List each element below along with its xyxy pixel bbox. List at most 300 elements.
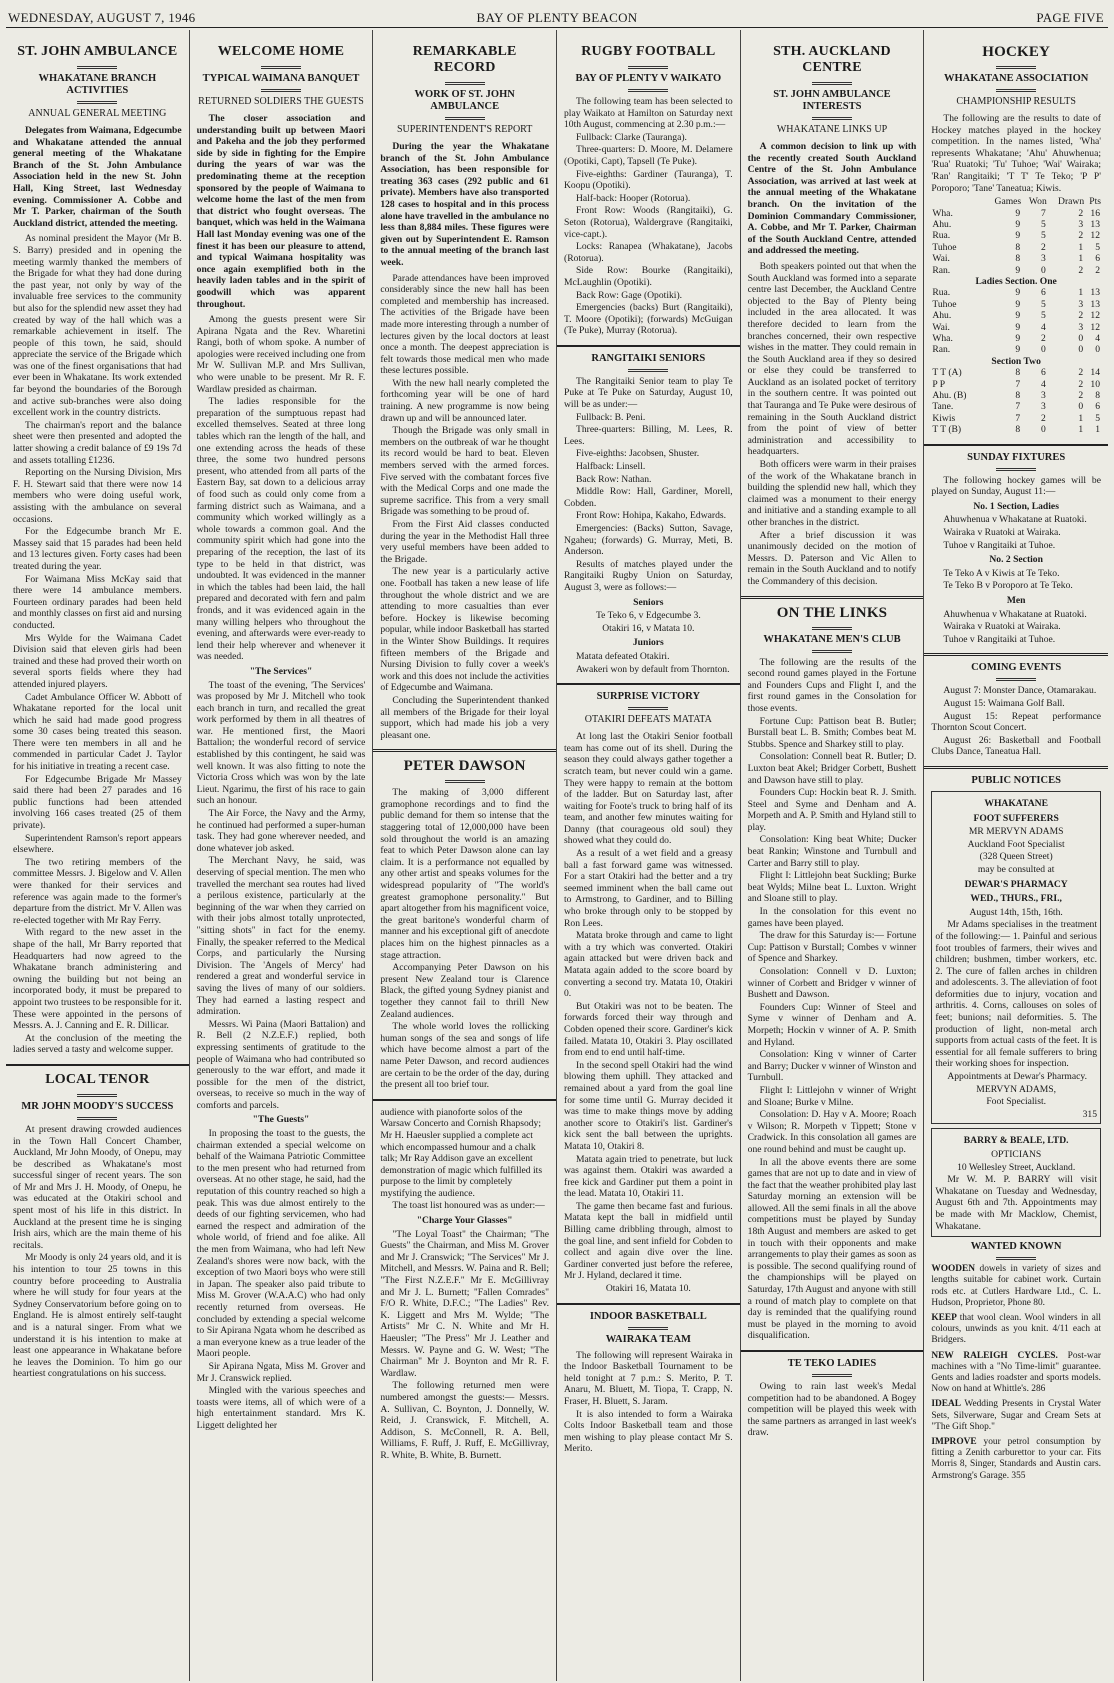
ad-line: MR MERVYN ADAMS [968,826,1064,838]
article-headline: RUGBY FOOTBALL [581,44,716,59]
ad-line: (328 Queen Street) [979,851,1053,863]
table-cell: Ran. [932,344,951,356]
classified-keyword: IDEAL [931,1399,965,1410]
table-cell: 1 [1078,424,1084,436]
table-row [931,379,1101,390]
article-headline: ON THE LINKS [776,604,888,621]
event-item: August 15: Repeat performance Thornton Scout Concert. [931,710,1101,734]
classified-ad [931,1264,1101,1309]
issue-date: WEDNESDAY, AUGUST 7, 1946 [8,10,196,25]
table-cell: Tuhoe [932,298,957,310]
paragraph: The following are the results of the second round games played in the Fortune and Founders Cups and Flight I, and the first round games in the Consolation for those events. [747,656,917,714]
table-cell: 8 [1015,253,1021,265]
table-cell: 3 [1078,321,1084,333]
classified-ad [931,1437,1101,1482]
section-rule [373,1099,556,1101]
table-row [931,344,1101,355]
table-cell: Wai. [932,321,950,333]
divider [812,1374,852,1377]
table-row [931,390,1101,401]
table-cell: 2 [1078,230,1084,242]
event-item: August 15: Waimana Golf Ball. [943,698,1065,709]
fixture: Te Teko B v Poroporo at Te Teko. [943,580,1073,592]
men-standings [931,208,1101,276]
ad-title: WHAKATANE [984,797,1048,809]
paragraph: From the First Aid classes conducted during the year in the Methodist Hall three very useful members have been added to the Brigade. [380,519,549,565]
divider [812,117,852,120]
ad-body: Mr Adams specialises in the treatment of the following:— 1. Painful and serious foot troubles of farmers, their wives and children; bushmen, timber workers, etc. 2. The cure of fallen arches in children and adolescents. 3. The alleviation of foot deformities due to injury, vocation and arthritis. 4. Corns, callouses on soles of feet; bunions; nail deformities. 5. The production of light, non-metal arch supports from actual casts of the feet. It is essential for all female sufferers to bring their working shoes for inspection. [935,919,1097,1070]
article-headline: INDOOR BASKETBALL [589,1310,707,1322]
ad-line: WED., THURS., FRI., [970,893,1062,905]
table-cell: 8 [1015,367,1021,379]
result-line: Awakeri won by default from Thornton. [576,663,730,675]
paragraph: audience with pianoforte solos of the Warsaw Concerto and Cornish Rhapsody; Mr H. Haeusler supplied a complete act which encompassed humour and a chalk talk; Mr Ray Addison gave an excellent demonstration of magic which fulfilled its purpose to the limit by completely mystifying the audience. [380,1106,543,1199]
fixture: Ahuwhenua v Whakatane at Ruatoki. [943,608,1087,620]
article-headline: LOCAL TENOR [45,1071,150,1087]
paragraph: Owing to rain last week's Medal competition had to be abandoned. A Bogey competition will be played this week with the same partners as arranged in last week's draw. [747,1381,917,1439]
article-lead: The closer association and understanding built up between Maori and Pakeha and the job they performed side by side in fighting for the Empire during the years of war was the predominating theme at the reception sponsored by the people of Waimana to welcome home the last of the men from that district who fought overseas. The banquet, which was held in the Waimana Hall last Monday evening was one of the finest it has been our pleasure to attend, and typical Waimana hospitality was once again exemplified both in the heavily laden tables and in the spirit of goodwill which was apparent throughout. [196,113,366,310]
table-cell: 3 [1040,253,1046,265]
event-item: August 7: Monster Dance, Otamarakau. [943,685,1097,697]
table-cell: 1 [1095,424,1100,436]
paragraph: In all the above events there are some games that are not up to date and in view of the fact that the weather prohibited play last Saturday morning an extension will be allowed. All the semi finals in all the above competitions must be played by Sunday 18th August and members are asked to get in touch with their opponents and make arrangements to play their games as soon as is possible. The second qualifying round of the championships will be played on Saturday, 17th August and anyone with still a round of match play to complete on that day is reminded that the qualifying round must be played in the morning to avoid disqualification. [747,1156,917,1342]
table-cell: 5 [1095,241,1100,253]
paragraph: Back Row: Nathan. [576,473,652,485]
article-lead: Delegates from Waimana, Edgecumbe and Whakatane attended the annual general meeting of the Whakatane Branch of the St. John Ambulance Association held in the new St. John Hall, King Street, last Wednesday evening. Commissioner A. Cobbe and Mr T. Parker, chairman of the South Auckland district, attended the meeting. [13,125,182,229]
paragraph: Founders Cup: Winner of Steel and Syme v winner of Denham and A. Morpeth; Hockin v winner of A. P. Smith and Hyland. [747,1001,917,1048]
paragraph: Sir Apirana Ngata, Miss M. Grover and Mr J. Cranswick replied. [196,1360,366,1384]
table-cell: 8 [1015,241,1021,253]
table-cell: 2 [1095,264,1100,276]
table-cell: Ahu. [932,310,952,322]
table-cell: 0 [1078,333,1084,345]
table-cell: 10 [1090,378,1100,390]
ad-title: FOOT SUFFERERS [973,812,1059,824]
fixture: Ahuwhenua v Whakatane at Ruatoki. [943,514,1087,526]
fixture: Te Teko A v Kiwis at Te Teko. [943,567,1060,579]
section-rule [373,749,556,752]
paragraph: Emergencies: (Backs) Sutton, Savage, Ngaheu; (forwards) G. Murray, Meti, B. Anderson. [564,523,733,558]
table-cell: Kiwis [932,412,956,424]
article-headline: PUBLIC NOTICES [971,774,1061,786]
paragraph: Matata broke through and came to light with a try which was converted. Otakiri again attacked but were driven back and Matata again added to the score board by converting a second try. Matata 10, Otakiri 0. [564,930,733,1000]
table-cell: 9 [1015,218,1021,230]
paragraph: Mr Moody is only 24 years old, and it is his intention to tour 25 towns in this country before proceeding to Australia where he will study for four years at the Sydney Conservatorium before going on to England. He is almost entirely self-taught and is a natural singer. From what we understand it is his intention to make at least one appearance in Whakatane before he leaves the Dominion. To him go our heartiest congratulations on his success. [13,1252,182,1380]
divider [445,117,485,120]
results-heading: Seniors [633,596,664,608]
table-cell: 9 [1015,333,1021,345]
ad-number: 315 [1082,1108,1097,1120]
article-subhead: WORK OF ST. JOHN AMBULANCE [414,89,515,112]
ad-signature: MERVYN ADAMS, [976,1083,1057,1095]
classified-list [931,1264,1101,1482]
table-row [931,413,1101,424]
paragraph: Messrs. Wi Paina (Maori Battalion) and R. Bell (2 N.Z.E.F.) replied, both expressing sentiments of gratitude to the people of Waimana who had contributed so generously to the war effort, and made it possible for the men of the district, overseas, to receive so much in the way of comforts and parcels. [196,1018,366,1111]
section-rule [557,1303,740,1305]
article-headline: WANTED KNOWN [970,1241,1062,1253]
article-subhead: WHAKATANE MEN'S CLUB [763,633,901,645]
divider [445,82,485,85]
table-cell: 16 [1090,207,1100,219]
table-cell: 2 [1078,378,1084,390]
table-cell: 2 [1040,333,1046,345]
ad-title: BARRY & BEALE, LTD. [963,1135,1069,1147]
paragraph: Fortune Cup: Pattison beat B. Butler; Burstall beat L. B. Smith; Combes beat M. Stubbs. Spence and Sharkey still to play. [747,715,917,750]
newspaper-columns [6,30,1108,1681]
crosshead: "Charge Your Glasses" [416,1215,513,1227]
ad-line: Auckland Foot Specialist [967,838,1065,850]
article-kicker: SUPERINTENDENT'S REPORT [396,124,533,135]
divider [812,82,852,85]
table-cell: Rua. [932,230,951,242]
final-score: Otakiri 16, Matata 10. [605,1283,691,1295]
table-cell: 9 [1015,298,1021,310]
divider [628,1327,668,1330]
paragraph: But Otakiri was not to be beaten. The forwards forced their way through and Cobden opened their score. Gardiner's kick failed. Matata 10, Otakiri 3. Play oscillated from end to end until half-time. [564,1000,733,1059]
paragraph: Matata again tried to penetrate, but luck was against them. Otakiri was awarded a free kick and Gardiner put them a point in the lead. Matata 10, Otakiri 11. [564,1153,733,1200]
article-headline: COMING EVENTS [971,662,1062,674]
table-header: Drawn [1058,196,1085,208]
article-body [13,233,182,1056]
table-cell: 5 [1040,310,1046,322]
paragraph: With regard to the new asset in the shape of the hall, Mr Barry reported that Headquarters had now agreed to the Whakatane branch administering and owning the building but not being an incorporated body, it must be prepared to appoint two trustees to be responsible for it. These were appointed in the persons of Messrs. A. J. Canning and E. R. Dillicar. [13,927,182,1032]
table-cell: Wai. [932,253,950,265]
paragraph: Consolation: King v winner of Carter and Barry; Ducker v winner of Winston and Turnbull. [747,1049,917,1084]
paragraph: Cadet Ambulance Officer W. Abbott of Whakatane reported for the local unit which he said had made good progress some 30 cases being treated this season. There were ten members in all and he commended in particular Cadet J. Taylor for his initiative in treating a recent case. [13,691,182,773]
classified-ad [931,1351,1101,1396]
paragraph: At the conclusion of the meeting the ladies served a tasty and welcome supper. [13,1032,182,1056]
paragraph: At long last the Otakiri Senior football team has come out of its shell. During the season they could always gather together a scratch team, but never could win a game. They were happy to remain at the bottom of the ladder. But on Saturday last, after waiting for Foote's truck to bring half of its team, and another few minutes waiting for Danny (that courageous old soul) they showed what they could do. [564,731,733,847]
table-cell: 2 [1040,412,1046,424]
table-cell: 0 [1078,344,1084,356]
classified-text: that wool clean. Wool winders in all colours, unwinds as you knit. 4/11 each at Bridgers. [931,1312,1101,1346]
paragraph: The following hockey games will be played on Sunday, August 11:— [931,474,1101,498]
table-cell: 4 [1095,333,1100,345]
paragraph: Consolation: Connell v D. Luxton; winner of Corbett and Bridger v winner of Bushett and Dawson. [747,966,917,1001]
column-2 [190,30,374,1681]
article-headline: RANGITAIKI SENIORS [591,352,706,364]
column-4 [557,30,741,1681]
paragraph: Founders Cup: Hockin beat R. J. Smith. Steel and Syme and Denham and A. Morpeth and A. P. Smith and Hyland still to play. [747,787,917,833]
paragraph: Concluding the Superintendent thanked all members of the Brigade for their loyal support, which had made his job a very pleasant one. [380,694,549,741]
paragraph: Mrs Wylde for the Waimana Cadet Division said that eleven girls had been trained and these had proved their worth on several sports fields where they had attended injured players. [13,632,182,690]
table-row [931,253,1101,264]
masthead [6,6,1108,28]
table-cell: 0 [1040,264,1046,276]
paragraph: The ladies responsible for the preparation of the sumptuous repast had excelled themselves. Seated at three long tables which ran the length of the hall, and one extending across the heads of these three, the some two hundred persons present, who attended from all parts of the Eastern Bay, sat down to a delicious array of food such as could only come from a farming district such as Waimana, and a community which worked willingly as a whole towards a common goal. And the community spirit which had gone into the preparing of the reception, the last of its type to be held in that district, was undoubted. It was evidenced in the manner in which the tables had been laid, the hall prepared and decorated with fern and palm fronds, and it was evidenced again in the many willing helpers who throughout the evening, and afterwards were ever-ready to lend their help wherever and whenever it was needed. [196,396,366,663]
table-cell: 12 [1090,230,1100,242]
table-header: Games [994,196,1022,208]
divider [996,678,1036,681]
table-cell: 4 [1040,321,1046,333]
table-row [931,424,1101,435]
table-header-row [931,196,1101,207]
paragraph: Half-back: Hooper (Rotorua). [576,192,691,204]
table-cell: Tane. [932,401,954,413]
section-rule [741,596,924,599]
divider [812,650,852,653]
classified-text: Post-war machines with a "No Time-limit" guarantee. Gents and ladies roadster and sports models. Now on hand at Whittle's. 286 [931,1350,1101,1395]
article-subhead: WAIRAKA TEAM [605,1333,691,1345]
paragraph: For the Edgecumbe branch Mr E. Massey said that 15 parades had been held and 13 lectures given. Forty cases had been treated during the year. [13,526,182,572]
table-row [931,287,1101,298]
divider [261,66,301,69]
ladies-standings [931,287,1101,355]
section-rule [557,683,740,685]
table-cell: 12 [1090,321,1100,333]
table-row [931,310,1101,321]
table-cell: Ahu. [932,218,952,230]
paragraph: Three-quarters: D. Moore, M. Delamere (Opotiki, Capt), Tapsell (Te Puke). [564,144,733,167]
divider [996,468,1036,471]
divider [628,66,668,69]
table-cell: 3 [1078,298,1084,310]
paragraph: Three-quarters: Billing, M. Lees, R. Lees. [564,424,733,447]
paragraph: Among the guests present were Sir Apirana Ngata and the Rev. Wharetini Rangi, both of whom spoke. A number of apologies were received including one from Mr W. Sullivan M.P. and Mrs Sullivan, who were unable to be present. Mr R. F. Wardlaw presided as chairman. [196,314,366,395]
table-cell: 0 [1040,344,1046,356]
article-subhead: WHAKATANE ASSOCIATION [943,73,1089,84]
article-headline: ST. JOHN AMBULANCE [17,44,178,59]
article-lead: A common decision to link up with the recently created South Auckland Centre of the St. John Ambulance Association, was arrived at last week at the annual meeting of the Whakatane branch. On the invitation of the Dominion Commandary Commissioner, A. Cobbe, and Mr T. Parker, Chairman of the South Auckland Centre, attended and addressed the meeting. [747,141,917,257]
column-6 [924,30,1108,1681]
article-subhead: TYPICAL WAIMANA BANQUET [202,73,360,84]
result-line: Matata defeated Otakiri. [576,650,670,662]
table-row [931,230,1101,241]
fixture: Wairaka v Ruatoki at Wairaka. [943,621,1061,633]
divider [996,66,1036,69]
article-subhead: MR JOHN MOODY'S SUCCESS [21,1100,174,1112]
ad-line: OPTICIANS [991,1149,1042,1160]
fixture-group: No. 2 Section [989,554,1043,566]
table-cell: 2 [1040,241,1046,253]
table-cell: 5 [1095,412,1100,424]
column-3 [373,30,557,1681]
table-cell: 1 [1078,287,1084,299]
paragraph: The making of 3,000 different gramophone recordings and to find the public demand for them so intense that the staggering total of 12,000,000 have been sold throughout the world is an amazing feat to which Peter Dawson alone can lay claim. It is a performance not equalled by any other artist and speaks volumes for the widespread popularity of "The world's greatest gramophone personality." But apart altogether from his magnificent voice, the great baritone's wonderful charm of manner and his exceptional gift of anecdote places him on the highest pinnacles as a stage attraction. [380,787,549,961]
table-cell: 9 [1015,207,1021,219]
divider [812,627,852,630]
classified-ad [931,1313,1101,1347]
table-cell: 13 [1090,218,1100,230]
table-cell: 9 [1015,344,1021,356]
ad-line: 10 Wellesley Street, Auckland. [957,1161,1076,1173]
table-cell: 0 [1095,344,1100,356]
optician-ad [931,1128,1101,1237]
fixture: Tuhoe v Rangitaiki at Tuhoe. [943,633,1056,645]
ad-line: DEWAR'S PHARMACY [964,878,1068,890]
section-rule [557,345,740,347]
table-cell: 8 [1095,390,1100,402]
table-cell: 1 [1078,241,1084,253]
table-cell: 5 [1040,218,1046,230]
paragraph: The toast of the evening, 'The Services' was proposed by Mr J. Mitchell who took each branch in turn, and recalled the great work performed by them in all theatres of war. He mentioned first, the Maori Battalion; the wonderful record of service established by this contingent, he said was well known. It was also fitting to note the Victoria Cross which was won by the late Lieut. Ngarimu, the first of his race to gain such an honour. [196,679,366,807]
paragraph: Middle Row: Hall, Gardiner, Morell, Cobden. [564,486,733,509]
section-rule [924,766,1108,769]
paragraph: Flight I: Littlejohn beat Suckling; Burke beat Wylds; Milne beat L. Luxton. Wright and Sloane still to play. [747,870,917,905]
table-cell: 0 [1078,401,1084,413]
paragraph: Results of matches played under the Rangitaiki Rugby Union on Saturday, August 3, were as follows:— [564,558,733,593]
column-5 [741,30,925,1681]
table-row [931,208,1101,219]
table-cell: 2 [1078,367,1084,379]
paragraph: In proposing the toast to the guests, the chairman extended a special welcome on behalf of the Waimana Patriotic Committee to the men present who had returned from overseas. At no other stage, he said, had the reputation of this country reached so high a peak. This was due almost entirely to the deeds of our fighting servicemen, who had earned the respect and admiration of the whole world, of friend and foe alike. All the men from Waimana, who had left New Zealand's shores were now back, with the exception of two Maori boys who were still in Japan. The speaker also paid tribute to Miss M. Grover (W.A.A.C) who had only recently returned from overseas. He concluded by extending a special welcome to Sir Apirana Ngata whom he described as a man everyone knew as a true leader of the Maori people. [196,1128,366,1360]
result-line: Te Teko 6, v Edgecumbe 3. [595,610,701,622]
divider [628,89,668,92]
section-rule [741,1350,924,1352]
table-header: Won [1028,196,1047,208]
paragraph: At present drawing crowded audiences in the Town Hall Concert Chamber, Auckland, Mr John Moody, of Onepu, may be described as Whakatane's most successful singer of recent years. The son of Mr and Mrs J. H. Moody, of Onepu, he was educated at the Otakiri school and spent most of his life in this district. In Auckland at the present time he is singing Irish airs, which are the main theme of his recitals. [13,1123,182,1251]
crosshead: "The Guests" [252,1114,310,1126]
article-subhead: WHAKATANE BRANCH ACTIVITIES [38,73,157,96]
table-row [931,299,1101,310]
paragraph: Fullback: Clarke (Tauranga). [576,131,687,143]
paragraph: Both speakers pointed out that when the South Auckland was formed into a separate centre last December, the Auckland Centre objected to the Bay of Plenty being included in the area allocated. It was therefore decided to learn from the branches concerned, their own respective wishes in the matter. They could remain in the South Auckland area if they so desired or else they could be transferred to Auckland as an isolated pocket of territory in the southern centre. It was pointed out that Tauranga and Te Puke were desirous of remaining in the South Auckland district from the point of view of better administration and accessibility to headquarters. [747,260,917,458]
table-row [931,322,1101,333]
table-cell: 9 [1015,264,1021,276]
table-section-title: Ladies Section. One [975,276,1057,287]
paragraph: The Rangitaiki Senior team to play Te Puke at Te Puke on Saturday, August 10, will be as under:— [564,375,733,411]
results-heading: Juniors [632,637,664,649]
article-kicker: RETURNED SOLDIERS THE GUESTS [198,96,364,107]
article-headline: HOCKEY [982,44,1051,60]
paragraph: Five-eighths: Jacobsen, Shuster. [576,448,700,460]
classified-keyword: NEW RALEIGH CYCLES. [931,1350,1068,1361]
classified-text: Wedding Presents in Crystal Water Sets, Silverware, Sugar and Cream Sets at "The Gift Shop." [931,1399,1101,1432]
classified-keyword: IMPROVE [931,1437,984,1447]
table-cell: 9 [1015,321,1021,333]
table-cell: 1 [1078,253,1084,265]
fixture-group: Men [1006,595,1026,607]
article-subhead: BAY OF PLENTY V WAIKATO [575,73,722,84]
paragraph: Back Row: Gage (Opotiki). [576,289,683,301]
article-kicker: ANNUAL GENERAL MEETING [28,108,167,119]
paragraph: For Edgecumbe Brigade Mr Massey said there had been 27 parades and 16 public functions had been attended involving 166 cases treated (25 of them private). [13,773,182,832]
paragraph: Side Row: Bourke (Rangitaiki), McLaughlin (Opotiki). [564,265,733,288]
table-cell: 7 [1015,412,1021,424]
paragraph: The following team has been selected to play Waikato at Hamilton on Saturday next 10th August, commencing at 2.30 p.m.:— [564,96,733,131]
paragraph: Though the Brigade was only small in members on the outbreak of war he thought its record would be hard to beat. Eleven members served with the armed forces. Five served with the combatant forces five with the Medical Corps and one made the supreme sacrifice. This from a very small Brigade was something to be proud of. [380,425,549,518]
table-cell: 8 [1015,390,1021,402]
table-cell: 4 [1040,378,1046,390]
divider [628,369,668,372]
table-cell: 6 [1095,401,1100,413]
paragraph: Front Row: Hohipa, Kakaho, Edwards. [576,510,727,522]
article-headline: STH. AUCKLAND CENTRE [773,44,891,75]
table-cell: 5 [1040,298,1046,310]
table-cell: 2 [1078,264,1084,276]
paragraph: The two retiring members of the committee Messrs. J. Bigelow and V. Allen were thanked for their services and reference was again made to the former's departure from the district. Mr V. Allen was re-elected together with Mr Ray Ferry. [13,856,182,926]
paragraph: After a brief discussion it was unanimously decided on the motion of Messrs. D. Paterson and Vic Allen to remain in the South Auckland and to notify the Commandery of this decision. [747,529,917,587]
table-header: Pts [1089,196,1101,208]
paragraph: For Waimana Miss McKay said that there were 14 ambulance members. Fourteen ordinary parades had been held and monthly classes on first aid and nursing conducted. [13,573,182,631]
paragraph: The following will represent Wairaka in the Indoor Basketball Tournament to be held tonight at 7 p.m.: S. Merito, P. T. Anaru, M. Bluett, M. Tiopa, T. Crapp, N. Fraser, H. Bluett, S. Jaram. [564,1349,733,1407]
article-kicker: OTAKIRI DEFEATS MATATA [584,714,712,726]
article-headline: SURPRISE VICTORY [596,691,701,703]
table-cell: 12 [1090,310,1100,322]
article-headline: SUNDAY FIXTURES [967,451,1066,463]
paragraph: Superintendent Ramson's report appears elsewhere. [13,832,182,856]
section-rule [924,653,1108,656]
table-cell: Tuhoe [932,241,957,253]
table-cell: 1 [1078,412,1084,424]
table-row [931,401,1101,412]
divider [628,707,668,710]
divider [261,89,301,92]
article-lead: During the year the Whakatane branch of the St. John Ambulance Association, has been responsible for treating 363 cases (292 public and 61 private). Members have also transported 128 cases to hospital and in this process alone have travelled in the ambulance no less than 8,884 miles. These figures were given out by Superintendent E. Ramson to the annual meeting of the branch last week. [380,141,549,268]
paragraph: In the second spell Otakiri had the wind blowing them uphill. They attacked and remained about a yard from the goal line for some time until G. Murray decided it was time to make things move by adding another score to Otakiri's list. Gardiner's kick sent the ball between the uprights. Matata 10, Otakiri 8. [564,1059,733,1152]
paragraph: It is also intended to form a Wairaka Colts Indoor Basketball team and those men wishing to play please contact Mr S. Merito. [564,1408,733,1455]
paragraph: Flight I: Littlejohn v winner of Wright and Sloane; Burke v Milne. [747,1084,917,1108]
paragraph: The new year is a particularly active one. Football has taken a new lease of life throughout the whole district and we are attending to more casualties than ever before. Hockey is likewise becoming popular, while indoor Basketball has started in the Winter Show Buildings. It requires fifteen members of the Brigade and Nursing Division to fully cover a week's work and this does not include the activities of Edgecumbe and Waimana. [380,566,549,694]
table-cell: 5 [1040,230,1046,242]
paragraph: The following are the results to date of Hockey matches played in the hockey competition. In the names listed, 'Wha' represents Whakatane; 'Ahu' Ahuwhenua; 'Rua' Ruatoki; 'Tu' Tuhoe; 'Wai' Wairaka; 'Ran' Rangitaiki; 'T T' Te Teko; 'P P' Poroporo; 'Tane' Taneatua; Kiwis. [931,113,1101,194]
paragraph: Mingled with the various speeches and toasts were items, all of which were of a high entertainment standard. Mrs K. Liggett delighted her [196,1385,366,1431]
ad-line: August 14th, 15th, 16th. [969,906,1063,918]
fixture: Wairaka v Ruatoki at Wairaka. [943,527,1061,539]
divider [77,101,117,104]
paragraph: Emergencies (backs) Burt (Rangitaiki), T. Moore (Opotiki); (forwards) McGuigan (Te Puke), Murray (Rotorua). [564,302,733,337]
article-headline: PETER DAWSON [403,758,526,775]
foot-specialist-ad [931,791,1101,1124]
event-item: August 26: Basketball and Football Clubs Dance, Taneatua Hall. [931,734,1101,758]
paragraph: Front Row: Woods (Rangitaiki), G. Seton (Rotorua), Waldergrave (Rangitaiki, vice-capt.). [564,205,733,240]
table-cell: Wha. [932,333,953,345]
ad-line: may be consulted at [977,863,1055,875]
table-cell: 6 [1040,287,1046,299]
section-two-standings [931,367,1101,435]
fixture: Tuhoe v Rangitaiki at Tuhoe. [943,539,1056,551]
table-row [931,333,1101,344]
article-kicker: CHAMPIONSHIP RESULTS [956,96,1076,107]
paragraph: Locks: Ranapea (Whakatane), Jacobs (Rotorua). [564,241,733,264]
paragraph: With the new hall nearly completed the forthcoming year will be one of hard training. A new programme is now being drawn up and will be announced later. [380,377,549,424]
paragraph: As a result of a wet field and a greasy ball a fast forward game was witnessed. For a start Otakiri had the better and a try seemed imminent when the ball came out to Armstrong, to Gardiner, and to Billing who broke through only to be stopped by Ron Lees. [564,848,733,929]
table-header [931,196,983,207]
column-1 [6,30,190,1681]
article-subhead: ST. JOHN AMBULANCE INTERESTS [773,89,891,112]
paragraph: Fullback: B. Peni. [576,411,646,423]
divider [996,89,1036,92]
table-cell: 3 [1040,390,1046,402]
paragraph: The whole world loves the rollicking human songs of the sea and songs of life which have become almost a part of the name Peter Dawson, and record audiences are certain to be the order of the day, during the present all too brief tour. [380,1021,549,1091]
ad-signature: Foot Specialist. [986,1096,1047,1108]
table-cell: 7 [1015,401,1021,413]
classified-keyword: WOODEN [931,1264,980,1275]
classified-text: your petrol consumption by fitting a Zenith carburettor to your car. Fits Morris 8, Singer, Standards and Austin cars. Armstrong's Garage. 355 [931,1437,1101,1481]
article-headline: TE TEKO LADIES [787,1358,877,1369]
table-cell: 6 [1040,367,1046,379]
table-cell: 13 [1090,298,1100,310]
table-cell: P P [932,378,946,390]
paragraph: Consolation: Connell beat R. Butler; D. Luxton beat Akel; Bridger Corbett, Bushett and Dawson have still to play. [747,751,917,786]
divider [77,1117,117,1120]
paragraph: Parade attendances have been improved considerably since the new hall has been completed and membership has increased. The activities of the Brigade have been made more interesting through a number of lectures given by the local doctors at least once a month. The deepest appreciation is felt towards those medical men who made these lectures possible. [380,272,549,377]
paragraph: Five-eighths: Gardiner (Tauranga), T. Koopu (Opotiki). [564,168,733,192]
page-number: PAGE FIVE [1036,10,1104,25]
table-cell: Ahu. (B) [932,390,967,402]
table-section-title: Section Two [991,355,1041,367]
divider [77,1094,117,1097]
paragraph: As nominal president the Mayor (Mr B. S. Barry) presided and in opening the meeting warmly thanked the members of the Brigade for what they had done during the past year, not only by way of the invaluable free services to the community but also for the splendid new asset they had created by way of the hall which was a remarkable achievement in itself. The people of this town, he said, should appreciate the service of the Brigade which was one of the finest organisations that had ever been in Whakatane. Its work extended far beyond the boundaries of the Borough and active sub-branches were also doing excellent work in the country districts. [13,233,182,419]
divider [445,780,485,783]
paragraph: The following returned men were numbered amongst the guests:— Messrs. A. Sullivan, C. Boynton, J. Donnelly, W. Reid, J. Cranswick, F. Mitchell, A. Addison, S. McConnell, R. A. Bell, Williams, F. Ruff, J. Ruff, E. McGillivray, R. White, B. White, B. Burnett. [380,1380,549,1461]
paragraph: The Air Force, the Navy and the Army, he continued had performed a super-human task. They had gone wherever needed, and done whatever job asked. [196,808,366,854]
classified-keyword: KEEP [931,1312,960,1323]
table-cell: 3 [1078,218,1084,230]
divider [77,66,117,69]
table-cell: 2 [1078,207,1084,219]
table-cell: T T (A) [932,367,962,379]
